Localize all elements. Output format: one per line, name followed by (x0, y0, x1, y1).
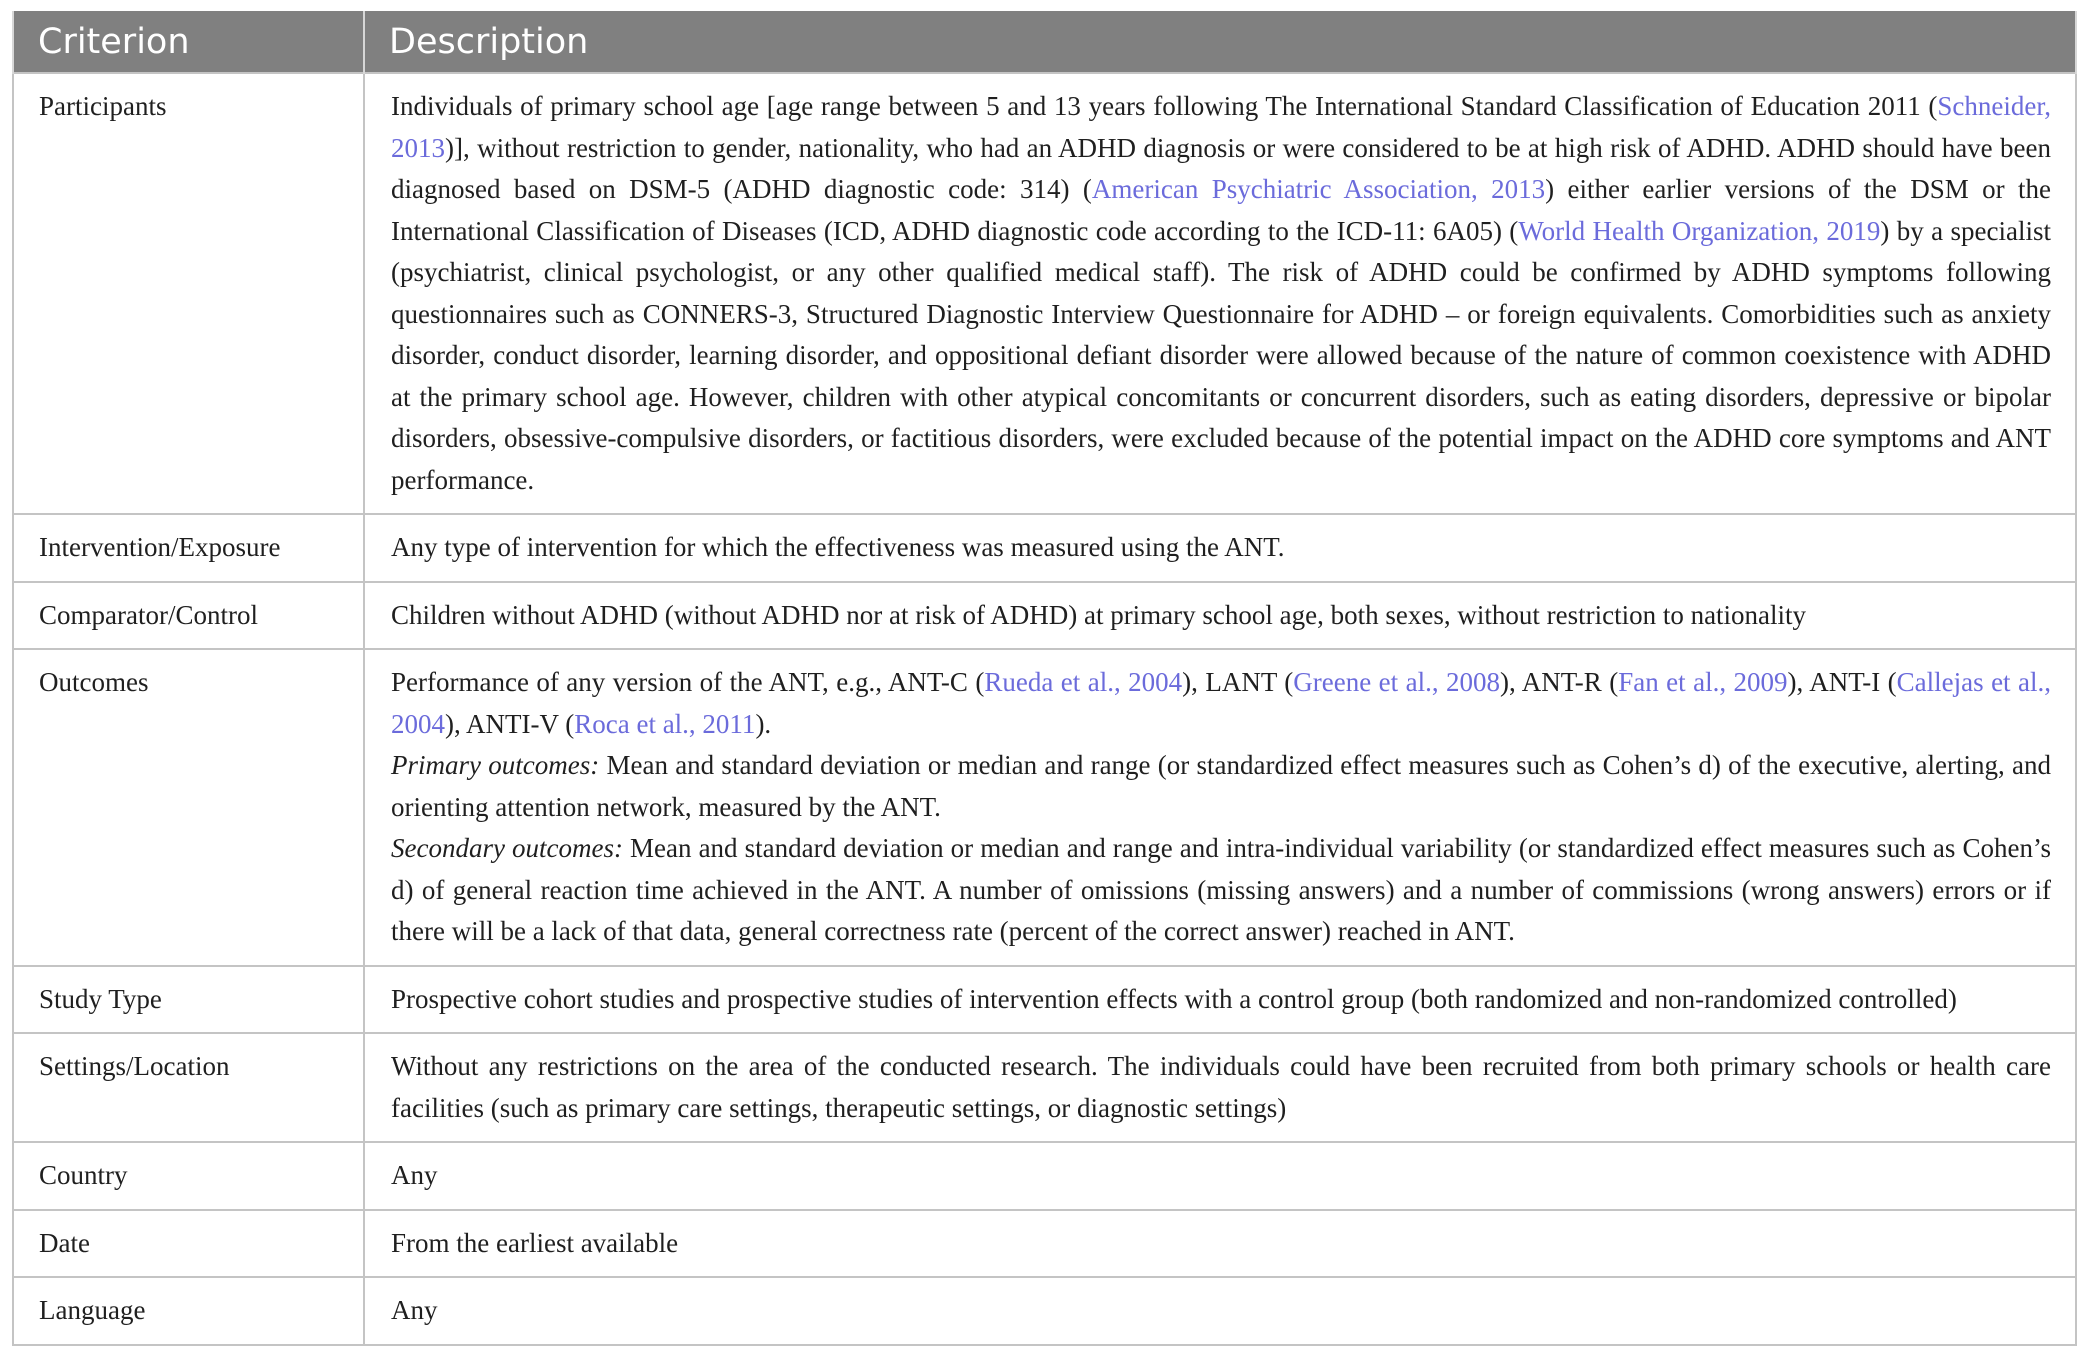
secondary-outcomes-text: Mean and standard deviation or median and range and intra-individual variability (or standardized effect measures such as Cohen’s d) of general reaction time achieved in the ANT. A number of omissions (missing answers) and a number of commissions (wrong answers) errors or if there will be a lack of that data, general correctness rate (percent of the correct answer) reached in ANT. (391, 833, 2051, 946)
citation-link[interactable]: Schneider, 2013 (391, 91, 2051, 163)
citation-link[interactable]: Rueda et al., 2004 (984, 667, 1183, 697)
text-segment: ), LANT ( (1182, 667, 1294, 697)
description-cell-outcomes (364, 649, 2076, 966)
table-header (13, 11, 2076, 73)
text-segment: ), ANT-R ( (1500, 667, 1619, 697)
table-row (13, 1210, 2076, 1278)
table-row (13, 73, 2076, 514)
text-segment: )], without restriction to gender, nationality, who had an ADHD diagnosis or were considered to be at high risk of ADHD. ADHD should have been diagnosed based on DSM-5 (ADHD diagnostic code: 314) ( (391, 132, 2051, 204)
table-row (13, 1033, 2076, 1142)
outcomes-intro (391, 662, 2051, 745)
text-segment: Performance of any version of the ANT, e.g., ANT-C ( (391, 667, 985, 697)
text-segment: Individuals of primary school age [age range between 5 and 13 years following The International Standard Classification of Education 2011 ( (391, 91, 1938, 121)
criterion-cell-study-type: Study Type (13, 966, 364, 1034)
description-cell-comparator: Children without ADHD (without ADHD nor at risk of ADHD) at primary school age, both sexes, without restriction to nationality (364, 582, 2076, 650)
table-body (13, 73, 2076, 1345)
description-cell-language: Any (364, 1277, 2076, 1345)
primary-outcomes-text: Mean and standard deviation or median and range (or standardized effect measures such as Cohen’s d) of the executive, alerting, and orienting attention network, measured by the ANT. (391, 750, 2051, 822)
table-row (13, 1277, 2076, 1345)
criteria-table (12, 11, 2077, 1346)
citation-link[interactable]: Roca et al., 2011 (574, 708, 756, 739)
text-segment: ) by a specialist (psychiatrist, clinical psychologist, or any other qualified medical staff). The risk of ADHD could be confirmed by ADHD symptoms following questionnaires such as CONNERS-3, Structured Diagnostic Interview Questionnaire for ADHD – or foreign equivalents. Comorbidities such as anxiety disorder, conduct disorder, learning disorder, and oppositional defiant disorder were allowed because of the nature of common coexistence with ADHD at the primary school age. However, children with other atypical concomitants or concurrent disorders, such as eating disorders, depressive or bipolar disorders, obsessive-compulsive disorders, or factitious disorders, were excluded because of the potential impact on the ADHD core symptoms and ANT performance. (391, 215, 2051, 495)
primary-outcomes (391, 745, 2051, 828)
citation-link[interactable]: Callejas et al., 2004 (391, 667, 2051, 739)
citation-link[interactable]: Greene et al., 2008 (1293, 667, 1501, 697)
text-segment: ) either earlier versions of the DSM or the International Classification of Diseases (ICD, ADHD diagnostic code according to the ICD-11: 6A05) ( (391, 174, 2051, 246)
text-segment: ), ANT-I ( (1787, 667, 1897, 697)
criterion-cell-settings: Settings/Location (13, 1033, 364, 1142)
table-row (13, 966, 2076, 1034)
table-row (13, 1142, 2076, 1210)
description-cell-country: Any (364, 1142, 2076, 1210)
citation-link[interactable]: World Health Organization, 2019 (1518, 215, 1881, 246)
description-cell-participants (364, 73, 2076, 514)
table-row (13, 649, 2076, 966)
primary-outcomes-label: Primary outcomes: (391, 750, 600, 780)
table-row (13, 582, 2076, 650)
header-criterion: Criterion (13, 11, 364, 73)
description-cell-study-type: Prospective cohort studies and prospective studies of intervention effects with a control group (both randomized and non-randomized controlled) (364, 966, 2076, 1034)
criterion-cell-participants: Participants (13, 73, 364, 514)
table-row (13, 514, 2076, 582)
description-cell-settings: Without any restrictions on the area of the conducted research. The individuals could have been recruited from both primary schools or health care facilities (such as primary care settings, therapeutic settings, or diagnostic settings) (364, 1033, 2076, 1142)
criteria-table-container (12, 11, 2075, 1346)
criterion-cell-language: Language (13, 1277, 364, 1345)
criterion-cell-country: Country (13, 1142, 364, 1210)
citation-link[interactable]: Fan et al., 2009 (1618, 667, 1788, 697)
description-cell-intervention: Any type of intervention for which the effectiveness was measured using the ANT. (364, 514, 2076, 582)
header-description: Description (364, 11, 2076, 73)
criterion-cell-comparator: Comparator/Control (13, 582, 364, 650)
header-row (13, 11, 2076, 73)
text-segment: ), ANTI-V ( (445, 708, 575, 739)
text-segment: ). (755, 708, 772, 739)
secondary-outcomes-label: Secondary outcomes: (391, 833, 623, 863)
secondary-outcomes (391, 828, 2051, 953)
citation-link[interactable]: American Psychiatric Association, 2013 (1091, 174, 1546, 204)
criterion-cell-intervention: Intervention/Exposure (13, 514, 364, 582)
description-cell-date: From the earliest available (364, 1210, 2076, 1278)
criterion-cell-outcomes: Outcomes (13, 649, 364, 966)
criterion-cell-date: Date (13, 1210, 364, 1278)
